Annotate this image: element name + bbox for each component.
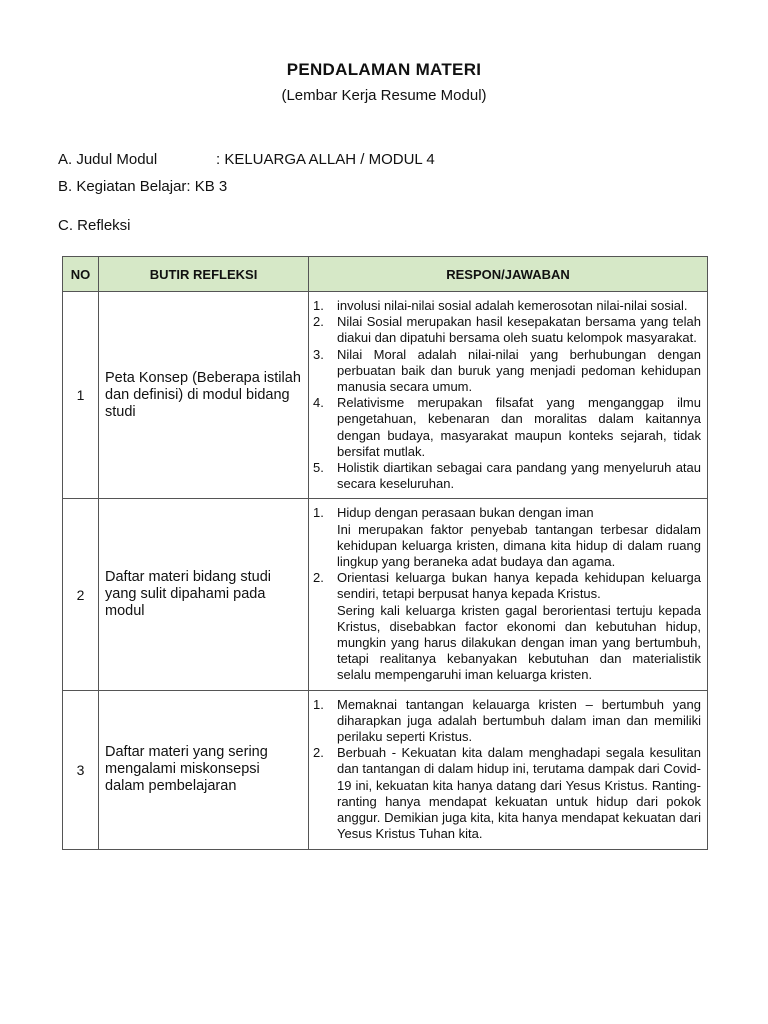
- list-item-paragraph: involusi nilai-nilai sosial adalah kemerosotan nilai-nilai sosial.: [337, 298, 688, 313]
- list-item-paragraph: Sering kali keluarga kristen gagal berorientasi tertuju kepada Kristus, disebabkan factor ekonomi dan kebutuhan hidup, mungkin yang harus dilakukan dengan iman yang bertumbuh, tetapi realitanya kebanyakan kebutuhan dan materialistik selalu mempengaruhi iman keluarga kristen.: [337, 602, 701, 683]
- list-item-paragraph: Memaknai tantangan kelauarga kristen – bertumbuh yang diharapkan juga adalah bertumbuh dalam iman dan memiliki perilaku seperti Kristus.: [337, 696, 701, 745]
- list-item-text: [337, 314, 701, 346]
- list-item-text: [337, 570, 701, 683]
- refleksi-heading: C. Refleksi: [58, 217, 131, 234]
- judul-modul-value: : KELUARGA ALLAH / MODUL 4: [216, 151, 435, 168]
- table-header-row: [63, 257, 708, 292]
- list-item: [313, 745, 701, 842]
- judul-modul-label: A. Judul Modul: [58, 151, 158, 168]
- list-item-text: [337, 745, 701, 842]
- list-item: [313, 697, 701, 746]
- list-item: [313, 505, 701, 570]
- list-item-paragraph: Holistik diartikan sebagai cara pandang yang menyeluruh atau secara keseluruhan.: [337, 460, 701, 492]
- butir-refleksi-cell: Peta Konsep (Beberapa istilah dan definisi) di modul bidang studi: [99, 292, 309, 499]
- list-item-text: [337, 505, 701, 570]
- respon-cell: [309, 690, 708, 849]
- list-item-text: [337, 347, 701, 396]
- header-butir-refleksi: BUTIR REFLEKSI: [99, 257, 309, 292]
- butir-refleksi-cell: Daftar materi yang sering mengalami miskonsepsi dalam pembelajaran: [99, 690, 309, 849]
- respon-cell: [309, 292, 708, 499]
- list-item-text: [337, 395, 701, 460]
- list-item-number: 3.: [313, 346, 324, 362]
- list-item-paragraph: Relativisme merupakan filsafat yang menganggap ilmu pengetahuan, kebenaran dan moralitas dalam kaitannya dengan budaya, masyarakat maupun konteks sejarah, tidak bersifat mutlak.: [337, 395, 701, 459]
- list-item-number: 1.: [313, 298, 324, 313]
- list-item: [313, 314, 701, 346]
- list-item: [313, 395, 701, 460]
- header-no: NO: [63, 257, 99, 292]
- judul-modul-row: [58, 151, 435, 168]
- list-item-number: 4.: [313, 395, 324, 411]
- list-item-text: [337, 460, 701, 492]
- list-item-paragraph: Orientasi keluarga bukan hanya kepada kehidupan keluarga sendiri, tetapi berpusat hanya kepada Kristus.: [337, 570, 701, 602]
- refleksi-table: [62, 256, 708, 850]
- list-item-number: 2.: [313, 745, 324, 761]
- respon-list: [313, 298, 701, 492]
- list-item-number: 1.: [313, 505, 324, 521]
- list-item-paragraph: Hidup dengan perasaan bukan dengan iman: [337, 505, 594, 521]
- list-item-text: [337, 697, 701, 746]
- page-title: PENDALAMAN MATERI: [286, 60, 482, 79]
- list-item: [313, 460, 701, 492]
- butir-refleksi-cell: Daftar materi bidang studi yang sulit dipahami pada modul: [99, 499, 309, 690]
- respon-list: [313, 505, 701, 683]
- row-number: 1: [63, 292, 99, 499]
- table-row: [63, 499, 708, 690]
- table-row: [63, 292, 708, 499]
- list-item-paragraph: Berbuah - Kekuatan kita dalam menghadapi segala kesulitan dan tantangan di dalam hidup ini, terutama dampak dari Covid-19 ini, kekuatan kita hanya datang dari Yesus Kristus. Ranting-ranting hanya mendapat kekuatan untuk hidup dari pokok anggur. Demikian juga kita, kita hanya mendapat kekuatan dari Yesus Kristus Tuhan kita.: [337, 745, 701, 842]
- row-number: 3: [63, 690, 99, 849]
- list-item-number: 2.: [313, 314, 324, 330]
- list-item-paragraph: Nilai Sosial merupakan hasil kesepakatan bersama yang telah diakui dan dipatuhi bersama oleh suatu kelompok masyarakat.: [337, 314, 701, 346]
- list-item-paragraph: Ini merupakan faktor penyebab tantangan terbesar didalam kehidupan keluarga kristen, dimana kita hidup di dalam ruang lingkup yang beraneka adat budaya dan agama.: [337, 521, 701, 570]
- list-item-paragraph: Nilai Moral adalah nilai-nilai yang berhubungan dengan perbuatan baik dan buruk yang menjadi pedoman kehidupan manusia secara umum.: [337, 346, 701, 395]
- kegiatan-belajar-value: : KB 3: [186, 178, 228, 195]
- list-item-number: 1.: [313, 696, 324, 712]
- table-row: [63, 690, 708, 849]
- respon-list: [313, 697, 701, 843]
- list-item: [313, 347, 701, 396]
- respon-cell: [309, 499, 708, 690]
- page-subtitle: (Lembar Kerja Resume Modul): [281, 87, 487, 104]
- row-number: 2: [63, 499, 99, 690]
- list-item: [313, 298, 701, 314]
- kegiatan-belajar-row: [58, 178, 227, 195]
- list-item-text: [337, 298, 701, 314]
- list-item-number: 2.: [313, 570, 324, 586]
- list-item: [313, 570, 701, 683]
- list-item-number: 5.: [313, 460, 324, 476]
- kegiatan-belajar-label: B. Kegiatan Belajar: [58, 178, 187, 195]
- header-respon-jawaban: RESPON/JAWABAN: [309, 257, 708, 292]
